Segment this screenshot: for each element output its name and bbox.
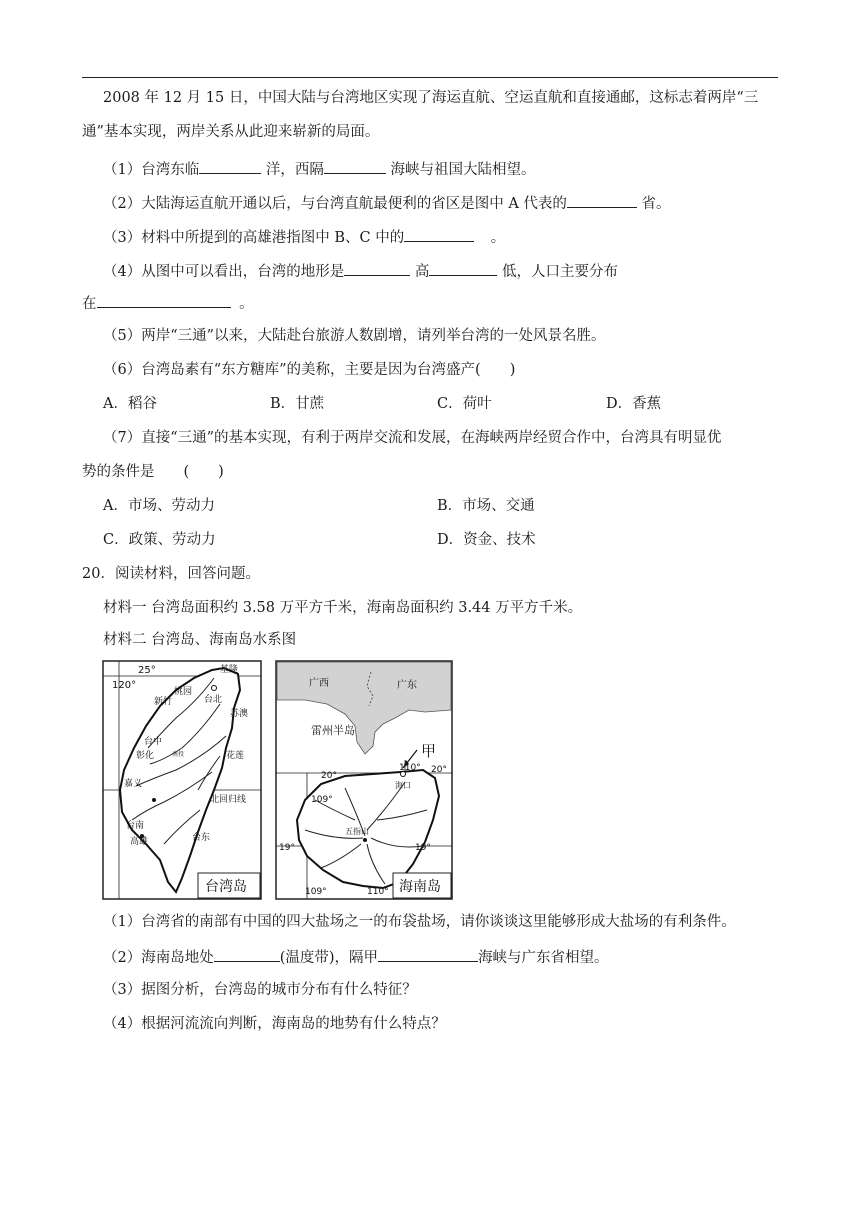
q19-intro-line1: 2008 年 12 月 15 日，中国大陆与台湾地区实现了海运直航、空运直航和直接通邮，这标志着两岸“三 <box>103 90 759 106</box>
taiwan-city-suao: 苏澳 <box>230 709 249 719</box>
q19-sub3-text-b: 。 <box>486 230 506 246</box>
q19-sub4-text-e: 。 <box>234 296 254 312</box>
hainan-lat19-left: 19° <box>279 843 295 853</box>
q19-sub6: （6）台湾岛素有“东方糖库”的美称，主要是因为台湾盛产( ) <box>103 362 516 378</box>
taiwan-city-chiayi: 嘉义 <box>124 779 143 789</box>
q20-sub4: （4）根据河流流向判断，海南岛的地势有什么特点？ <box>103 1016 446 1032</box>
taiwan-water-system-map <box>102 660 262 900</box>
q19-sub7-option-b[interactable]: B．市场、交通 <box>437 498 535 514</box>
taiwan-city-tainan: 台南 <box>126 821 145 831</box>
q19-sub6-option-d[interactable]: D．香蕉 <box>606 396 662 412</box>
q20-sub2-text-a: （2）海南岛地处 <box>103 950 214 966</box>
q20-sub3: （3）据图分析，台湾岛的城市分布有什么特征？ <box>103 982 417 998</box>
taiwan-city-hsinchu: 新竹 <box>154 697 173 707</box>
hainan-lat20-left: 20° <box>321 771 337 781</box>
taiwan-city-taoyuan: 桃园 <box>174 687 193 697</box>
q19-sub4-text-d: 在 <box>82 296 97 312</box>
hainan-lon109-bottom: 109° <box>305 887 327 897</box>
answer-blank[interactable] <box>97 292 231 308</box>
q20-material-2: 材料二 台湾岛、海南岛水系图 <box>103 632 297 648</box>
q20-sub1: （1）台湾省的南部有中国的四大盐场之一的布袋盐场，请你谈谈这里能够形成大盐场的有利条件。 <box>103 914 736 930</box>
q19-sub2-text-a: （2）大陆海运直航开通以后，与台湾直航最便利的省区是图中 A 代表的 <box>103 196 567 212</box>
answer-blank[interactable] <box>567 192 637 208</box>
q19-sub6-option-c[interactable]: C．荷叶 <box>437 396 492 412</box>
answer-blank[interactable] <box>344 260 410 276</box>
q19-sub4-text-b: 高 <box>410 264 430 280</box>
q19-intro-line2: 通”基本实现，两岸关系从此迎来崭新的局面。 <box>82 124 380 140</box>
hainan-lat19-right: 19° <box>415 843 431 853</box>
taiwan-tropic-label: 北回归线 <box>210 795 247 805</box>
answer-blank[interactable] <box>214 946 280 962</box>
q19-sub7-option-d[interactable]: D．资金、技术 <box>437 532 536 548</box>
q19-sub3-text-a: （3）材料中所提到的高雄港指图中 B、C 中的 <box>103 230 405 246</box>
taiwan-map-caption: 台湾岛 <box>205 879 247 895</box>
q19-sub5: （5）两岸“三通”以来，大陆赴台旅游人数剧增，请列举台湾的一处风景名胜。 <box>103 328 606 344</box>
q20-material-1: 材料一 台湾岛面积约 3.58 万平方千米，海南岛面积约 3.44 万平方千米。 <box>103 600 583 616</box>
hainan-lat20-right: 20° <box>431 765 447 775</box>
hainan-lon109-left: 109° <box>311 795 333 805</box>
q19-sub2-text-b: 省。 <box>636 196 671 212</box>
city-haikou: 海口 <box>395 781 411 790</box>
answer-blank[interactable] <box>199 158 261 174</box>
marker-jia: 甲 <box>421 742 437 760</box>
q20-sub2 <box>103 946 609 968</box>
mountain-wuzhishan: 五指山 <box>345 827 369 836</box>
q19-sub1-text-c: 海峡与祖国大陆相望。 <box>385 162 536 178</box>
taiwan-city-keelung: 基隆 <box>220 665 239 675</box>
q20-sub2-text-c: 海峡与广东省相望。 <box>478 950 609 966</box>
q19-sub3 <box>103 226 505 248</box>
q20-title: 20．阅读材料，回答问题。 <box>82 566 260 582</box>
hainan-water-system-map <box>275 660 453 900</box>
q19-sub4-text-c: 低，人口主要分布 <box>497 264 618 280</box>
taiwan-city-hualien: 花莲 <box>226 751 245 761</box>
q19-sub2 <box>103 192 671 214</box>
q19-sub7-option-c[interactable]: C．政策、劳动力 <box>103 532 216 548</box>
answer-blank[interactable] <box>378 946 478 962</box>
q19-sub4-cont <box>82 292 254 314</box>
taiwan-city-taipei: 台北 <box>204 695 223 705</box>
region-leizhou: 雷州半岛 <box>311 724 355 737</box>
taiwan-city-changhua: 彰化 <box>136 751 155 761</box>
taiwan-city-nantou: 南投 <box>172 751 185 758</box>
q19-sub1-text-b: 洋，西隔 <box>261 162 324 178</box>
q19-sub7-line2: 势的条件是 ( ) <box>82 464 224 480</box>
region-guangxi: 广西 <box>309 678 329 689</box>
region-guangdong: 广东 <box>397 680 417 691</box>
q19-sub4 <box>103 260 618 282</box>
taiwan-city-kaohsiung: 高雄 <box>130 837 149 847</box>
taiwan-city-taichung: 台中 <box>144 737 163 747</box>
answer-blank[interactable] <box>429 260 497 276</box>
q19-sub7-option-a[interactable]: A．市场、劳动力 <box>103 498 215 514</box>
q19-sub1-text-a: （1）台湾东临 <box>103 162 200 178</box>
taiwan-lon-left: 120° <box>112 680 137 691</box>
q19-sub6-option-b[interactable]: B．甘蔗 <box>270 396 325 412</box>
taiwan-lat-top: 25° <box>138 665 156 676</box>
taiwan-city-taitung: 台东 <box>192 833 211 843</box>
answer-blank[interactable] <box>404 226 474 242</box>
q20-sub2-text-b: (温度带)，隔甲 <box>279 950 379 966</box>
top-rule <box>82 77 778 78</box>
q19-sub4-text-a: （4）从图中可以看出，台湾的地形是 <box>103 264 345 280</box>
q19-sub1 <box>103 158 535 180</box>
hainan-map-caption: 海南岛 <box>399 879 441 895</box>
answer-blank[interactable] <box>324 158 386 174</box>
q19-sub6-option-a[interactable]: A．稻谷 <box>103 396 157 412</box>
hainan-lon110-bottom: 110° <box>367 887 389 897</box>
q19-sub7-line1: （7）直接“三通”的基本实现，有利于两岸交流和发展，在海峡两岸经贸合作中，台湾具有明显优 <box>103 430 722 446</box>
hainan-lon110-top: 110° <box>399 763 421 773</box>
